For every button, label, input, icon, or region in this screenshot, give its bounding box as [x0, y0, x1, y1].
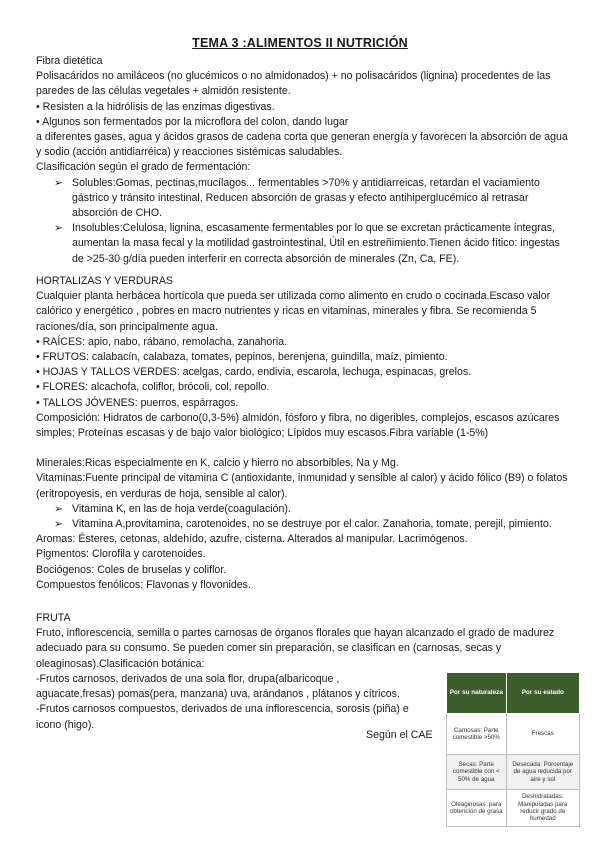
table-row	[447, 755, 580, 790]
fruta-botanica	[36, 672, 436, 733]
vitamina-k-item	[36, 502, 574, 517]
solubles-text: Solubles:Gomas, pectinas,mucílagos... fermentables >70% y antidiarreicas, retardan el vaciamiento gástrico y tránsito intestinal, Reducen absorción de grasas y efecto antihiperglucémico al retrasar absorción de CHO.	[72, 176, 540, 220]
hortalizas-item: • HOJAS Y TALLOS VERDES: acelgas, cardo, endivia, escarola, lechuga, espinacas, grelos.	[36, 366, 472, 379]
fruta-heading: FRUTA	[36, 612, 71, 624]
fruta-line: aguacate,fresas) pomas(pera, manzana) uva, arándanos , plátanos y cítricos.	[36, 688, 400, 701]
hortalizas-item: • FLORES: alcachofa, coliflor, brócoli, col, repollo.	[36, 381, 270, 394]
bociogenos-text: Bociógenos: Coles de bruselas y coliflor.	[36, 563, 227, 576]
fibra-bullet-2: • Algunos son fermentados por la microflora del colon, dando lugar	[36, 115, 349, 128]
vitamina-k-text: Vitamina K, en las de hoja verde(coagulación).	[72, 502, 291, 515]
page-title: TEMA 3 :ALIMENTOS II NUTRICIÓN	[192, 36, 408, 50]
table-header-row	[447, 673, 580, 714]
table-cell: Desecada: Porcentaje de agua reducida por aire y sol	[506, 755, 579, 790]
arrow-bullet-icon: ➢	[54, 176, 63, 189]
hortalizas-intro: Cualquier planta herbácea hortícola que pueda ser utilizada como alimento en crudo o cocinada.Escaso valor calórico y energético , pobres en macro nutrientes y ricas en vitaminas, minerales y fibra. Se recomienda 5 raciones/día, son principalmente agua.	[36, 290, 551, 333]
fruta-intro: Fruto, inflorescencia, semilla o partes carnosas de órganos florales que hayan alcanzado el grado de madurez adecuado para su consumo. Se pueden comer sin preparación, se clasifican en (carnosas, secas y oleaginosas).Clasificación botánica:	[36, 627, 555, 670]
pigmentos-text: Pigmentos: Clorofila y carotenoides.	[36, 548, 206, 561]
vitamina-a-text: Vitamina A,provitamina, carotenoides, no se destruye por el calor. Zanahoria, tomate, perejil, pimiento.	[72, 518, 552, 531]
hortalizas-item: • FRUTOS: calabacín, calabaza, tomates, pepinos, berenjena, guindilla, maíz, pimiento.	[36, 351, 448, 364]
insolubles-text: Insolubles:Celulosa, lignina, escasamente fermentables por lo que se excretan prácticamente íntegras, aumentan la masa fecal y la motilidad gastrointestinal, Útil en estreñimiento.Tienen ácido fítico: ingestas de >25-30 g/día pueden interferir en correcta absorción de minerales (Zn, Ca, FE).	[72, 222, 560, 265]
fruta-line: icono (higo).	[36, 718, 95, 731]
aromas-text: Aromas: Ésteres, cetonas, aldehído, azufre, cisterna. Alterados al manipular. Lacrimógenos.	[36, 533, 468, 546]
table-cell: Secas: Parte comestible con < 50% de agua	[447, 755, 507, 790]
fibra-bullet-1: • Resisten a la hidrólisis de las enzimas digestivas.	[36, 100, 275, 113]
hortalizas-section	[36, 274, 574, 593]
spacer	[36, 441, 574, 456]
fibra-section	[36, 54, 574, 267]
fenolicos-text: Compuestos fenólicos: Flavonas y flovonides.	[36, 578, 251, 591]
fibra-heading: Fibra dietética	[36, 55, 103, 67]
arrow-bullet-icon: ➢	[54, 518, 63, 531]
fibra-intro: Polisacáridos no amiláceos (no glucémicos o no almidonados) + no polisacáridos (lignina) procedentes de las paredes de las células vegetales + almidón resistente.	[36, 70, 551, 98]
table-header-cell: Por su estado	[506, 673, 579, 714]
source-note: Según el CAE	[366, 729, 433, 741]
vitaminas-text: Vitaminas:Fuente principal de vitamina C (antioxidante, inmunidad y sensible al calor) y ácido fólico (B9) o folatos (eritropoyesis, en verduras de hoja, sensible al calor).	[36, 472, 568, 500]
table-cell: Frescas	[506, 714, 579, 755]
composicion-text: Composición: Hidratos de carbono(0,3-5%) almidón, fósforo y fibra, no digeribles, complejos, escasos azúcares simples; Proteínas escasas y de bajo valor biológico; Lípidos muy escasos.Fibra variable (1-5%)	[36, 411, 560, 440]
arrow-bullet-icon: ➢	[54, 222, 63, 235]
table-row	[447, 714, 580, 755]
solubles-item	[36, 176, 574, 222]
classification-table	[446, 672, 580, 827]
minerales-text: Minerales:Ricas especialmente en K, calcio y hierro no absorbibles, Na y Mg.	[36, 457, 399, 470]
table-header-cell: Por su naturaleza	[447, 673, 507, 714]
insolubles-item	[36, 221, 574, 267]
table-cell: Carnosas: Parte comestible >50%	[447, 714, 507, 755]
fruta-line: -Frutos carnosos compuestos, derivados de una inflorescencia, sorosis (piña) e	[36, 703, 409, 716]
arrow-bullet-icon: ➢	[54, 502, 63, 515]
vitamina-a-item	[36, 517, 574, 532]
hortalizas-item: • RAÍCES: apio, nabo, rábano, remolacha, zanahoria.	[36, 335, 288, 348]
hortalizas-item: • TALLOS JÓVENES: puerros, espárragos.	[36, 396, 239, 409]
table-cell: Oleaginosas: para obtención de grasa	[447, 790, 507, 827]
table-cell: Deshidratadas: Manipuladas para reducir grado de humedad	[506, 790, 579, 827]
fibra-continuation: a diferentes gases, agua y ácidos grasos de cadena corta que generan energía y favorecen la absorción de agua y sodio (acción antidiarréica) y reacciones sistémicas saludables.	[36, 131, 568, 159]
fibra-clasificacion: Clasificación según el grado de fermentación:	[36, 161, 251, 174]
fruta-section	[36, 611, 574, 672]
table-row	[447, 790, 580, 827]
hortalizas-heading: HORTALIZAS Y VERDURAS	[36, 275, 173, 287]
fruta-line: -Frutos carnosos, derivados de una sola flor, drupa(albaricoque ,	[36, 673, 340, 685]
